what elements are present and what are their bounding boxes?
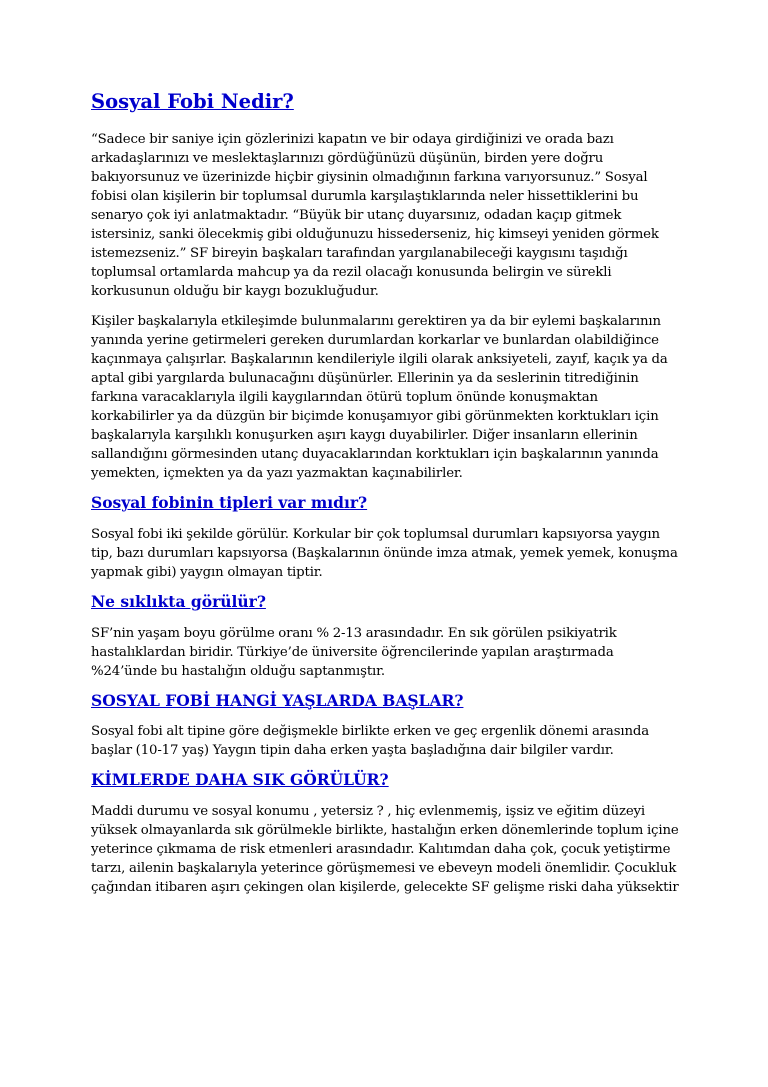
section-heading-types: Sosyal fobinin tipleri var mıdır? — [91, 493, 368, 513]
section-text-frequency: SF’nin yaşam boyu görülme oranı % 2-13 arasındadır. En sık görülen psikiyatrik hastalıklardan biridir. Türkiye’de üniversite öğrencilerinde yapılan araştırmada %24’ünde bu hastalığın olduğu saptanmıştır. — [91, 625, 617, 679]
section-heading-risk-groups: KİMLERDE DAHA SIK GÖRÜLÜR? — [91, 770, 389, 790]
intro-paragraph-1: “Sadece bir saniye için gözlerinizi kapatın ve bir odaya girdiğinizi ve orada bazı arkadaşlarınızı ve meslektaşlarınızı gördüğünüzü düşünün, birden yere doğru bakıyorsunuz ve üzerinizde hiçbir giysinin olmadığının farkına varıyorsunuz.” Sosyal fobisi olan kişilerin bir toplumsal durumla karşılaştıklarında neler hissettiklerini bu senaryo çok iyi anlatmaktadır. “Büyük bir utanç duyarsınız, odadan kaçıp gitmek istersiniz, sanki ölecekmiş gibi olduğunuzu hissederseniz, hiç kimseyi yeniden görmek istemezseniz.” SF bireyin başkaları tarafından yargılanabileceği kaygısını taşıdığı toplumsal ortamlarda mahcup ya da rezil olacağı konusunda belirgin ve sürekli korkusunun olduğu bir kaygı bozukluğudur. — [91, 132, 659, 300]
section-heading-frequency: Ne sıklıkta görülür? — [91, 591, 266, 611]
section-text-risk-groups: Maddi durumu ve sosyal konumu , yetersiz ? , hiç evlenmemiş, işsiz ve eğitim düzeyi yüksek olmayanlarda sık görülmekle birlikte, hastalığın erken dönemlerinde toplum içine yeterince çıkmama de risk etmenleri arasındadır. Kalıtımdan daha çok, çocuk yetiştirme tarzı, ailenin başkalarıyla yeterince görüşmemesi ve ebeveyn modeli önemlidir. Çocukluk çağından itibaren aşırı çekingen olan kişilerde, gelecekte SF gelişme riski daha yüksektir — [91, 803, 679, 895]
section-text-onset-age: Sosyal fobi alt tipine göre değişmekle birlikte erken ve geç ergenlik dönemi arasında başlar (10-17 yaş) Yaygın tipin daha erken yaşta başladığına dair bilgiler vardır. — [91, 724, 650, 759]
section-text-types: Sosyal fobi iki şekilde görülür. Korkular bir çok toplumsal durumları kapsıyorsa yaygın tip, bazı durumları kapsıyorsa (Başkalarının önünde imza atmak, yemek yemek, konuşma yapmak gibi) yaygın olmayan tiptir. — [91, 526, 678, 580]
section-heading-onset-age: SOSYAL FOBİ HANGİ YAŞLARDA BAŞLAR? — [91, 690, 464, 710]
intro-paragraph-2: Kişiler başkalarıyla etkileşimde bulunmalarını gerektiren ya da bir eylemi başkalarının yanında yerine getirmeleri gereken durumlardan korkarlar ve bunlardan olabildiğince kaçınmaya çalışırlar. Başkalarının kendileriyle ilgili olarak anksiyeteli, zayıf, kaçık ya da aptal gibi yargılarda bulunacağını düşünürler. Ellerinin ya da seslerinin titrediğinin farkına varacaklarıyla ilgili kaygılarından ötürü toplum önünde konuşmaktan korkabilirler ya da düzgün bir biçimde konuşamıyor gibi görünmekten korktukları için başkalarıyla karşılıklı konuşurken aşırı kaygı duyabilirler. Diğer insanların ellerinin sallandığını görmesinden utanç duyacaklarından korktukları için başkalarının yanında yemekten, içmekten ya da yazı yazmaktan kaçınabilirler. — [91, 314, 668, 482]
page-title: Sosyal Fobi Nedir? — [91, 90, 294, 113]
